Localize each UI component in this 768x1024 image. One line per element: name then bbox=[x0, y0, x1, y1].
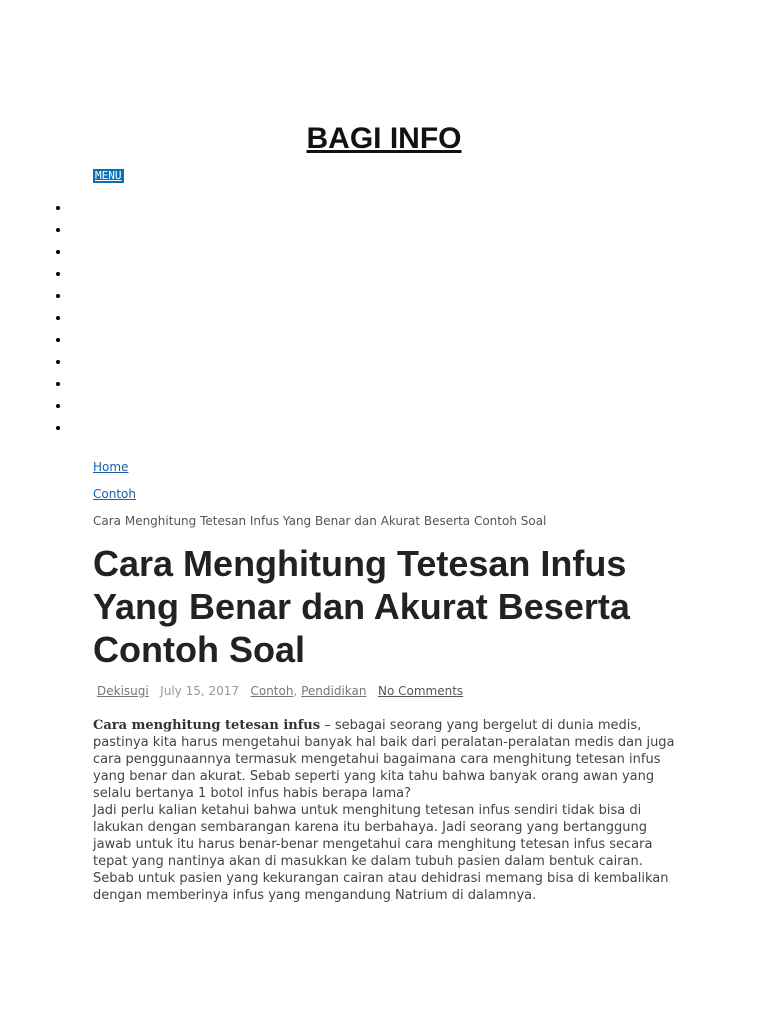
breadcrumb-category-item bbox=[93, 487, 136, 501]
category-link-contoh[interactable]: Contoh bbox=[250, 684, 294, 698]
breadcrumb-category-link[interactable]: Contoh bbox=[93, 487, 136, 501]
intro-bold-text: Cara menghitung tetesan infus bbox=[93, 718, 321, 733]
post-content bbox=[93, 717, 683, 904]
post-meta bbox=[97, 684, 463, 698]
intro-text: – sebagai seorang yang bergelut di dunia medis, pastinya kita harus mengetahui banyak hal baik dari peralatan-peralatan medis dan juga cara penggunaannya termasuk mengetahui bagaimana cara menghitung tetesan infus yang benar dan akurat. Sebab seperti yang kita tahu bahwa banyak orang awan yang selalu bertanya 1 botol infus habis berapa lama? bbox=[93, 718, 675, 801]
site-title[interactable]: BAGI INFO bbox=[306, 122, 462, 155]
post-date: July 15, 2017 bbox=[160, 684, 240, 698]
category-link-pendidikan[interactable]: Pendidikan bbox=[301, 684, 367, 698]
breadcrumb-current-item bbox=[93, 514, 546, 528]
nav-menu-list bbox=[48, 200, 70, 442]
breadcrumb-home-link[interactable]: Home bbox=[93, 460, 129, 474]
comments-link[interactable]: No Comments bbox=[377, 684, 464, 698]
author-link[interactable]: Dekisugi bbox=[97, 684, 149, 698]
menu-button[interactable]: MENU bbox=[95, 169, 122, 182]
post-paragraph: Jadi perlu kalian ketahui bahwa untuk menghitung tetesan infus sendiri tidak bisa di lakukan dengan sembarangan karena itu berbahaya. Jadi seorang yang bertanggung jawab untuk itu harus benar-benar mengetahui cara menghitung tetesan infus secara tepat yang nantinya akan di masukkan ke dalam tubuh pasien dalam bentuk cairan. Sebab untuk pasien yang kekurangan cairan atau dehidrasi memang bisa di kembalikan dengan memberinya infus yang mengandung Natrium di dalamnya. bbox=[93, 803, 669, 903]
category-separator: , bbox=[293, 684, 298, 698]
breadcrumb-current-label: Cara Menghitung Tetesan Infus Yang Benar dan Akurat Beserta Contoh Soal bbox=[93, 514, 547, 528]
post-title: Cara Menghitung Tetesan Infus Yang Benar dan Akurat Beserta Contoh Soal bbox=[93, 543, 630, 670]
post-paragraph-intro bbox=[93, 717, 683, 802]
breadcrumb-home-item bbox=[93, 460, 128, 474]
